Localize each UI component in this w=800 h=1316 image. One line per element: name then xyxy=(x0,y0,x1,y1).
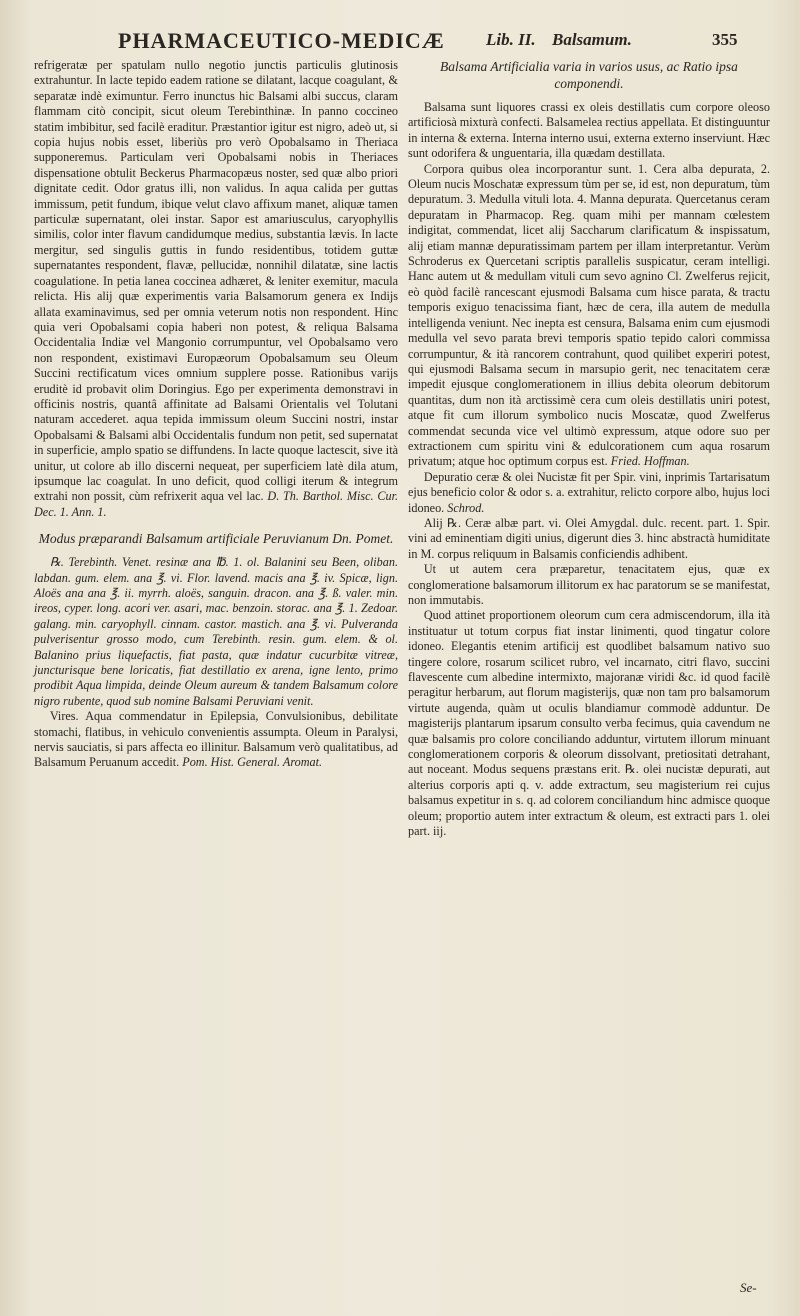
section-heading-peruvian: Modus præparandi Balsamum artificiale Peruvianum Dn. Pomet. xyxy=(38,531,394,547)
book-number: Lib. II. xyxy=(486,30,536,49)
running-head xyxy=(0,28,800,56)
paragraph-depuratio xyxy=(408,470,770,516)
paragraph-vires xyxy=(34,709,398,771)
recipe-paragraph: ℞. Terebinth. Venet. resinæ ana ℔. 1. ol. Balanini seu Been, oliban. labdan. gum. elem. ana ℥. vi. Flor. lavend. macis ana ℥. iv. Spicæ, lign. Aloës ana ana ℥. ii. myrrh. aloës, sanguin. dracon. ana ℥. ß. valer. min. ireos, cyper. long. acori ver. asari, mac. benzoin. storac. ana ℥. 1. Zedoar. galang. min. caryophyll. cinnam. castor. mastich. ana ℥. vi. Pulveranda pulverisentur grosso modo, cum Terebinth. resin. gum. elem. & ol. Balanino prius liquefactis, fiat pasta, quæ indatur cucurbitæ vitreæ, juncturisque bene loricatis, fiat destillatio ex arena, igne lento, primo prodibit Aqua limpida, deinde Oleum aureum & tandem Balsamum colore nigro rubente, quod sub nomine Balsami Peruviani venit. xyxy=(34,555,398,708)
paragraph-proportio: Quod attinet proportionem oleorum cum cera admiscendorum, illa ità instituatur ut totum corpus fiat instar linimenti, quod tingatur colore idoneo. Elegantis etenim artificij est quodlibet balsamum nativo suo tingere colore, rosarum scilicet rubro, vel incarnato, citri flavo, succini flavescente cum albedine intermixto, majoranæ viridi &c. id quod facilè peragitur herbarum, aut florum magisterijs, quæ non tam pro balsamorum virtute augenda, quàm ut oculis blandiamur commodè adduntur. De magisterijs plantarum ipsarum consulto verba fecimus, quia cavendum ne quæ balsamis pro colore conciliando adduntur, virtutem illorum minuant conglomerationem corporis & oleorum dissolvant, pretiositati detrahant, aut noceant. Modus sequens præstans erit. ℞. olei nucistæ depurati, aut alterius corporis apti q. v. adde extractum, seu magisterium rei cujus balsamus expetitur in s. q. ad colorem conciliandum hinc admisce quoque oleum; proportio autem inter extractum & oleum, est extracti pars 1. olei part. iij. xyxy=(408,608,770,839)
citation: Schrod. xyxy=(447,500,485,515)
paragraph-opobalsamum xyxy=(34,58,398,520)
running-title: PHARMACEUTICO-MEDICÆ xyxy=(118,28,445,53)
section-title: Balsamum. xyxy=(552,30,632,49)
section-heading-artificial-balsams: Balsama Artificialia varia in varios usus, ac Ratio ipsa componendi. xyxy=(440,59,738,91)
paragraph-text: Corpora quibus olea incorporantur sunt. 1. Cera alba depurata, 2. Oleum nucis Moschatæ expressum tùm per se, id est, non depuratum, tùm depuratum. 3. Medulla vituli lota. 4. Manna depurata. Quercetanus ceram depuratam in Pharmacop. Reg. quam mihi per mannam cœlestem indigitat, commendat, licet alij Saccharum clarificatum & inspissatum, alij etiam mannæ depuratissimam partem per illam interpretantur. Verùm Schroderus ex Quercetani scriptis parallelis suspicatur, ceram intelligi. Hanc autem ut & medullam vituli cum sevo agnino Cl. Zwelferus rejicit, eò quòd facilè rancescant ejusmodi Balsama cum hisce parata, & tractu temporis exiguo tenacissima fiant, hæc de cera, illa autem de medulla intelligenda veniunt. Nec inepta est censura, Balsama enim cum ejusmodi medulla vel sevo parata brevi temporis spatio tepido calori commissa corrumpuntur, & ità rancorem contrahunt, quod quilibet experiri potest, qui ejusmodi Balsama secum in marsupio gerit, nec tenacitatem ceræ impedit ejusque conglomerationem in illius debita oleorum debitorum quantitas, dum non ità arctissimè cera cum oleis destillatis uniri potest, atque fit cum illorum symbolico nucis Moscatæ, quod Zwelferus commendat secunda vice vel ultimò expressum, atque odore suo per extractionem cum spiritu vini & edulcorationem cum aqua rosarum privatum; atque hoc optimum corpus est. xyxy=(408,161,770,469)
paragraph-corpora xyxy=(408,162,770,470)
paragraph-text: Aqua commendatur in Epilepsia, Convulsionibus, debilitate stomachi, flatibus, in vehiculo convenientis assumpta. Oleum in Paralysi, nervis sauciatis, si pars affecta eo illinitur. Balsamum verò qualitatibus, ad Balsamum Peruanum accedit. xyxy=(34,709,399,770)
paragraph-alij: Alij ℞. Ceræ albæ part. vi. Olei Amygdal. dulc. recent. part. 1. Spir. vini ad eminentiam digiti unius, digerunt dies 3. hinc abstractà humiditate in M. corpus reliquum in Balsamis conficiendis adhibent. xyxy=(408,515,770,561)
paragraph-text: refrigeratæ per spatulam nullo negotio junctis particulis glutinosis extrahuntur. In lacte tepido eadem ratione se dilatant, lacque coagulant, & separatæ indè eximuntur. Ferro inunctus hic Balsami albi succus, claram flammam citò concipit, sicut oleum Terebinthinæ. In panno coccineo statim imbibitur, sed facilè eraditur. Præstantior igitur est nigro, adeò ut, si copia hujus nobis esset, liberiùs pro verò Opobalsamo in Theriaca supponeremus. Particulam veri Opobalsami nobis in Theriaces dispensatione obtulit Beckerus Pharmacopæus noster, sed quæ albo priori dignitate cedit. Odor gratus illi, non validus. In aqua calida per guttas immissum, petit fundum, ibique velut clavo affixum manet, aliquæ tamen particulæ supernatant, olei instar. Sapor est amariusculus, caryophyllis similis, color inter flavum candidumque medius, substantia lævis. In lacte mergitur, sed singulis guttis in fundo residentibus, totidem guttæ supernatantes respondent, flavæ, pellucidæ, nonnihil dilatatæ, sine lactis coagulatione. In petia lanea coccinea adhæret, & leniter exemitur, macula relicta. His alij quæ experimentis varia Balsamorum genera ex Indijs allata examinavimus, sed per omnia veterum notis non respondent. Hinc quia veri Opobalsami copia haberi non potest, & reliqua Balsama Occidentalia Indiæ vel Mangonio corrumpuntur, vel Opobalsamo vero non respondent, existimavi Europæorum Opobalsamum seu Oleum Succini rectificatum vices omnium supplere posse. Rationibus varijs eruditè id probavit olim Doringius. Ego per experimenta demonstravi in officinis nostris, quantâ affinitate ad Balsami Orientalis vel Tolutani naturam accederet. aqua tepida immissum oleum Succini nostri, instar Opobalsami & Balsami albi Occidentalis fundum non petit, sed supernatat in superficie, amplo spatio se diffundens. In lacte quoque lactescit, sive ità unitur, ut colore ab illo discerni nequeat, per superficiem latè dila atum, ipsumque lac coagulat. In uno deficit, quod colligi iterum & integrum extrahi non possit, cùm refrixerit aqua vel lac. xyxy=(34,58,398,504)
paragraph-text: Depuratio ceræ & olei Nucistæ fit per Spir. vini, inprimis Tartarisatum ejus beneficio color & odor s. a. extrahitur, relicto corpore albo, hujus loci idoneo. xyxy=(408,469,770,515)
citation: D. Th. Barthol. Misc. Cur. Dec. 1. Ann. 1. xyxy=(34,489,399,519)
citation: Pom. Hist. General. Aromat. xyxy=(182,755,323,770)
paragraph-definition: Balsama sunt liquores crassi ex oleis destillatis cum corpore oleoso artificiosà mixturà confecti. Balsamelea rectius appellata. Et distinguuntur in interna & externa. Interna interno usui, externa externo inserviunt. Hæc sunt odorifera & unguentaria, illa quædam destillata. xyxy=(408,100,770,161)
catchword: Se- xyxy=(740,1280,757,1295)
page-number: 355 xyxy=(712,30,738,49)
paragraph-tenacitas: Ut ut autem cera præparetur, tenacitatem ejus, quæ ex conglomeratione balsamorum illitorum ex hac paratorum se se manifestat, non immutabis. xyxy=(408,562,770,607)
left-column xyxy=(34,58,398,771)
right-column xyxy=(408,58,770,840)
citation: Fried. Hoffman. xyxy=(610,454,690,469)
vires-label: Vires. xyxy=(49,709,79,724)
